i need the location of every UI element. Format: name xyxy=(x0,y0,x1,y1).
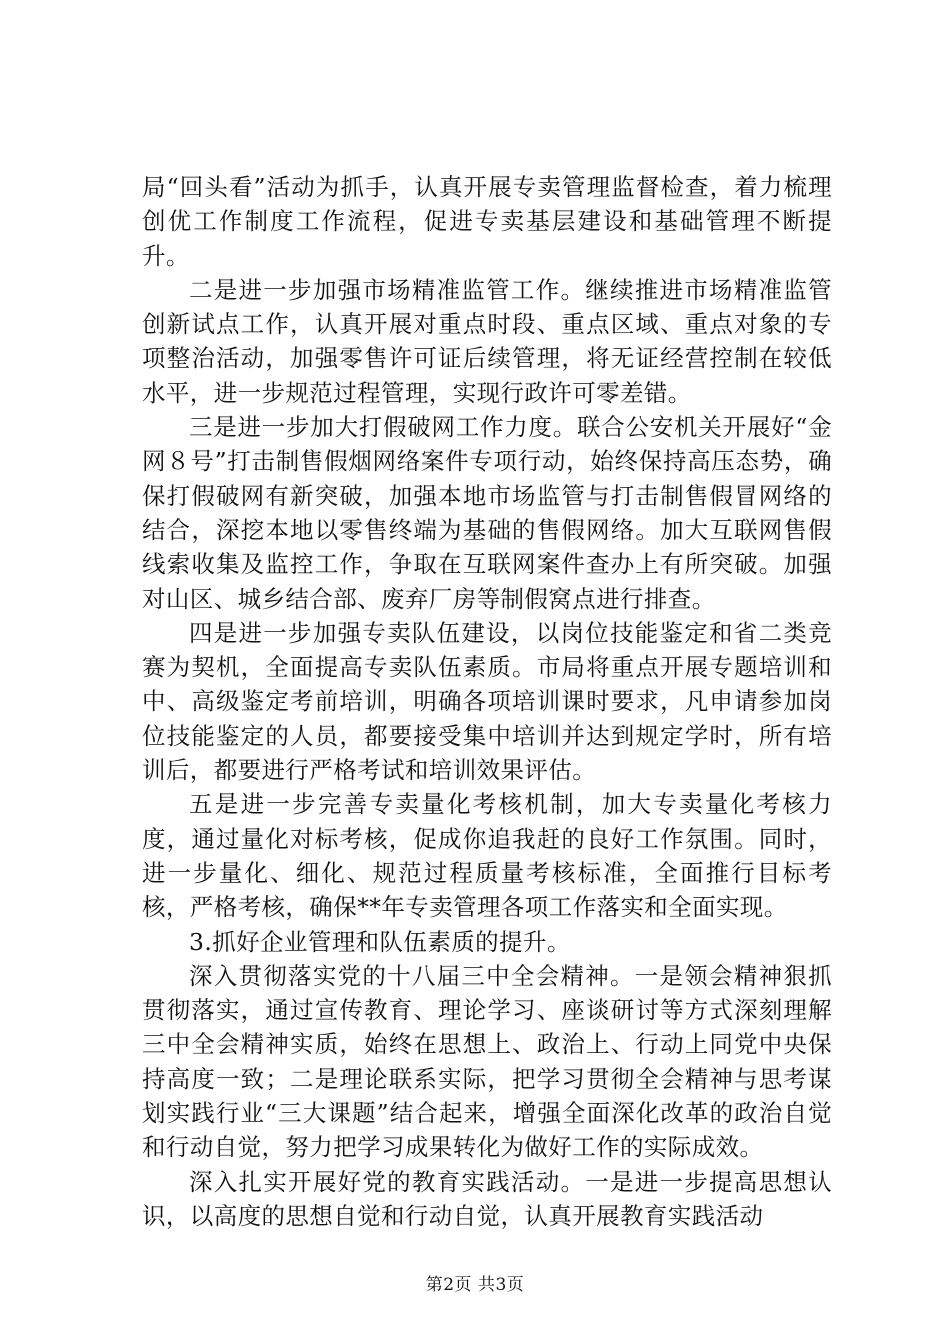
paragraph-7: 深入扎实开展好党的教育实践活动。一是进一步提高思想认识，以高度的思想自觉和行动自觉，认真开展教育实践活动 xyxy=(142,1167,832,1230)
document-body xyxy=(142,170,832,1233)
page-number-footer: 第2页 共3页 xyxy=(425,1275,525,1295)
section-heading: 3.抓好企业管理和队伍素质的提升。 xyxy=(189,927,571,956)
paragraph-4: 四是进一步加强专卖队伍建设，以岗位技能鉴定和省二类竞赛为契机，全面提高专卖队伍素质。市局将重点开展专题培训和中、高级鉴定考前培训，明确各项培训课时要求，凡申请参加岗位技能鉴定的人员，都要接受集中培训并达到规定学时，所有培训后，都要进行严格考试和培训效果评估。 xyxy=(142,618,832,785)
paragraph-2: 二是进一步加强市场精准监管工作。继续推进市场精准监管创新试点工作，认真开展对重点时段、重点区域、重点对象的专项整治活动，加强零售许可证后续管理，将无证经营控制在较低水平，进一步规范过程管理，实现行政许可零差错。 xyxy=(142,275,832,407)
paragraph-3: 三是进一步加大打假破网工作力度。联合公安机关开展好“金网８号”打击制售假烟网络案件专项行动，始终保持高压态势，确保打假破网有新突破，加强本地市场监管与打击制售假冒网络的结合，深挖本地以零售终端为基础的售假网络。加大互联网售假线索收集及监控工作，争取在互联网案件查办上有所突破。加强对山区、城乡结合部、废弃厂房等制假窝点进行排查。 xyxy=(142,413,832,613)
paragraph-6: 深入贯彻落实党的十八届三中全会精神。一是领会精神狠抓贯彻落实，通过宣传教育、理论学习、座谈研讨等方式深刻理解三中全会精神实质，始终在思想上、政治上、行动上同党中央保持高度一致；二是理论联系实际，把学习贯彻全会精神与思考谋划实践行业“三大课题”结合起来，增强全面深化改革的政治自觉和行动自觉，努力把学习成果转化为做好工作的实际成效。 xyxy=(142,961,832,1162)
paragraph-5: 五是进一步完善专卖量化考核机制，加大专卖量化考核力度，通过量化对标考核，促成你追我赶的良好工作氛围。同时，进一步量化、细化、规范过程质量考核标准，全面推行目标考核，严格考核，确保**年专卖管理各项工作落实和全面实现。 xyxy=(142,790,832,922)
paragraph-1: 局“回头看”活动为抓手，认真开展专卖管理监督检查，着力梳理创优工作制度工作流程，促进专卖基层建设和基础管理不断提升。 xyxy=(142,173,832,270)
